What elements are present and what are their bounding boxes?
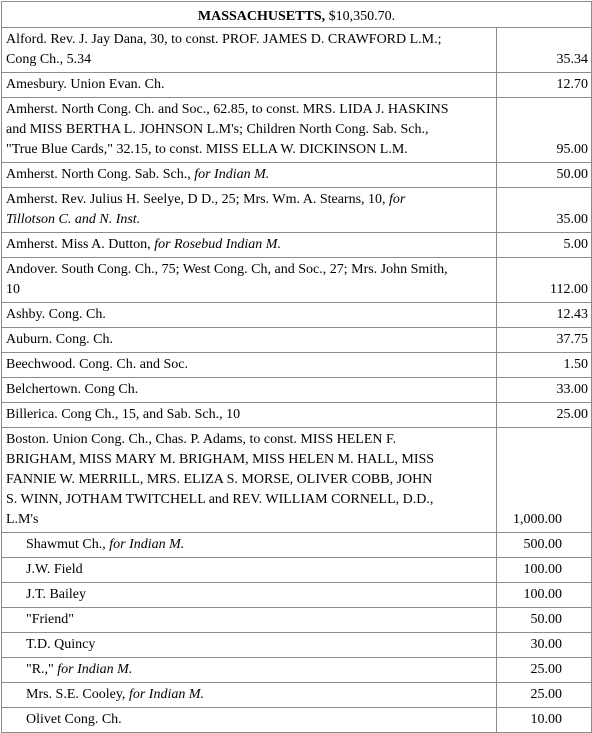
sub-entry-description — [2, 533, 497, 558]
table-row — [2, 233, 592, 258]
sub-entry-description — [2, 633, 497, 658]
table-row — [2, 403, 592, 428]
entry-description — [2, 303, 497, 328]
sub-entry-description — [2, 658, 497, 683]
sub-entry-row — [2, 583, 592, 608]
sub-entry-row — [2, 558, 592, 583]
entry-text: J.W. Field — [26, 562, 83, 577]
sub-entry-amount: 25.00 — [497, 683, 592, 708]
entry-text: Mrs. S.E. Cooley, — [26, 687, 129, 702]
sub-entry-row — [2, 633, 592, 658]
entry-line: Belchertown. Cong Ch. — [6, 382, 139, 397]
entry-amount: 112.00 — [497, 258, 592, 303]
entry-designation: for Indian M. — [194, 167, 270, 182]
entry-line: Amherst. North Cong. Ch. and Soc., 62.85, to const. MRS. LIDA J. HASKINS — [6, 102, 449, 117]
state-heading — [2, 2, 592, 28]
entry-amount: 1.50 — [497, 353, 592, 378]
entry-description — [2, 328, 497, 353]
entry-designation: for Indian M. — [57, 662, 133, 677]
entry-amount: 35.34 — [497, 28, 592, 73]
contributions-table — [1, 1, 592, 733]
sub-entry-row — [2, 608, 592, 633]
entry-text: Shawmut Ch., — [26, 537, 110, 552]
entry-line: Alford. Rev. J. Jay Dana, 30, to const. PROF. JAMES D. CRAWFORD L.M.; — [6, 32, 442, 47]
entry-description — [2, 353, 497, 378]
entry-description — [2, 73, 497, 98]
entry-description — [2, 403, 497, 428]
entry-text: T.D. Quincy — [26, 637, 96, 652]
table-row — [2, 378, 592, 403]
entry-description — [2, 98, 497, 163]
sub-entry-description — [2, 708, 497, 733]
entry-amount: 95.00 — [497, 98, 592, 163]
entry-description — [2, 258, 497, 303]
entry-description — [2, 163, 497, 188]
table-row — [2, 98, 592, 163]
table-row — [2, 188, 592, 233]
entry-line: Boston. Union Cong. Ch., Chas. P. Adams, to const. MISS HELEN F. — [6, 432, 397, 447]
state-name: MASSACHUSETTS, — [197, 9, 326, 24]
entry-text: J.T. Bailey — [26, 587, 87, 602]
sub-entry-description — [2, 558, 497, 583]
entry-line: L.M's — [6, 512, 39, 527]
entry-description — [2, 428, 497, 533]
entry-text: Amherst. North Cong. Sab. Sch., — [6, 167, 195, 182]
sub-entry-row — [2, 658, 592, 683]
sub-entry-row — [2, 708, 592, 733]
entry-line: Billerica. Cong Ch., 15, and Sab. Sch., 10 — [6, 407, 241, 422]
entry-line: and MISS BERTHA L. JOHNSON L.M's; Children North Cong. Sab. Sch., — [6, 122, 429, 137]
entry-amount: 5.00 — [497, 233, 592, 258]
entry-designation: for — [389, 192, 406, 207]
entry-description — [2, 188, 497, 233]
table-header-row — [2, 2, 592, 28]
table-row — [2, 163, 592, 188]
entry-designation: for Indian M. — [109, 537, 185, 552]
table-row — [2, 28, 592, 73]
table-row — [2, 328, 592, 353]
entry-description — [2, 28, 497, 73]
state-total: $10,350.70. — [325, 9, 396, 24]
entry-text: Olivet Cong. Ch. — [26, 712, 122, 727]
entry-line: 10 — [6, 282, 20, 297]
table-row — [2, 353, 592, 378]
entry-line: "True Blue Cards," 32.15, to const. MISS ELLA W. DICKINSON L.M. — [6, 142, 408, 157]
entry-text: Amherst. Rev. Julius H. Seelye, D D., 25; Mrs. Wm. A. Stearns, 10, — [6, 192, 390, 207]
table-row — [2, 258, 592, 303]
entry-designation: for Indian M. — [128, 687, 204, 702]
sub-entry-amount: 25.00 — [497, 658, 592, 683]
entry-text: "R.," — [26, 662, 58, 677]
entry-line: S. WINN, JOTHAM TWITCHELL and REV. WILLIAM CORNELL, D.D., — [6, 492, 434, 507]
entry-line: Amesbury. Union Evan. Ch. — [6, 77, 165, 92]
entry-line: Beechwood. Cong. Ch. and Soc. — [6, 357, 188, 372]
table-row — [2, 303, 592, 328]
entry-line: BRIGHAM, MISS MARY M. BRIGHAM, MISS HELEN M. HALL, MISS — [6, 452, 435, 467]
entry-description — [2, 378, 497, 403]
entry-amount: 35.00 — [497, 188, 592, 233]
entry-amount: 12.70 — [497, 73, 592, 98]
table-row — [2, 428, 592, 533]
entry-line: Andover. South Cong. Ch., 75; West Cong. Ch, and Soc., 27; Mrs. John Smith, — [6, 262, 448, 277]
entry-amount: 50.00 — [497, 163, 592, 188]
entry-amount: 37.75 — [497, 328, 592, 353]
sub-entry-amount: 50.00 — [497, 608, 592, 633]
sub-entry-description — [2, 608, 497, 633]
sub-entry-amount: 500.00 — [497, 533, 592, 558]
entry-amount: 1,000.00 — [497, 428, 592, 533]
sub-entry-description — [2, 683, 497, 708]
entry-text: "Friend" — [26, 612, 74, 627]
entry-amount: 25.00 — [497, 403, 592, 428]
entry-amount: 33.00 — [497, 378, 592, 403]
sub-entry-row — [2, 533, 592, 558]
entry-amount: 12.43 — [497, 303, 592, 328]
entry-line: Cong Ch., 5.34 — [6, 52, 92, 67]
entry-designation: Tillotson C. and N. Inst. — [6, 212, 141, 227]
sub-entry-amount: 100.00 — [497, 583, 592, 608]
sub-entry-amount: 10.00 — [497, 708, 592, 733]
entry-line: Auburn. Cong. Ch. — [6, 332, 113, 347]
entry-designation: for Rosebud Indian M. — [154, 237, 281, 252]
entry-text: Amherst. Miss A. Dutton, — [6, 237, 155, 252]
sub-entry-row — [2, 683, 592, 708]
sub-entry-amount: 30.00 — [497, 633, 592, 658]
entry-line: Ashby. Cong. Ch. — [6, 307, 106, 322]
entry-line: FANNIE W. MERRILL, MRS. ELIZA S. MORSE, OLIVER COBB, JOHN — [6, 472, 433, 487]
sub-entry-description — [2, 583, 497, 608]
table-row — [2, 73, 592, 98]
sub-entry-amount: 100.00 — [497, 558, 592, 583]
entry-description — [2, 233, 497, 258]
